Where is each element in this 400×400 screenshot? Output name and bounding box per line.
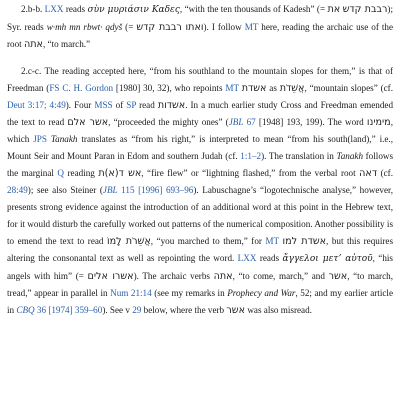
body-text: here, reading the archaic use of the root — [7, 22, 394, 49]
body-text: [1980] 30, 32), who repoints — [113, 83, 226, 93]
textual-note-2c — [7, 63, 393, 319]
reference-link[interactable]: LXX — [44, 4, 64, 14]
body-text: . In a much earlier study Cross and Freedman emended the text to read — [7, 100, 394, 127]
body-text: , “with the ten thousands of Kadesh” (= — [179, 4, 328, 14]
italic-text: Prophecy and War — [227, 288, 296, 298]
hebrew-text: אתה — [213, 271, 233, 282]
body-text: , “you marched to them,” for — [150, 236, 266, 246]
reference-link[interactable]: SP — [126, 100, 137, 110]
body-text: 2.b-b. — [21, 4, 45, 14]
journal-link[interactable]: CBQ — [16, 305, 35, 315]
hebrew-text: אֲשֵׁרֹת לָמוֹ — [106, 236, 151, 247]
hebrew-text: אשדת למו — [282, 236, 327, 247]
body-text: translates as “from his right,” is interpreted to mean “from his south(land),” i.e., Mount Seir and Mount Paran in Edom and southern Judah (cf. — [7, 134, 393, 161]
body-text: reads — [63, 4, 88, 14]
reference-link[interactable]: JPS — [33, 134, 47, 144]
body-text: , “his angels with him” (= — [7, 253, 393, 281]
hebrew-text: אתה — [23, 39, 43, 50]
hebrew-text: אשר — [328, 271, 348, 282]
body-text: , 52; and my earlier article in — [7, 288, 394, 315]
hebrew-text: מימינו — [366, 117, 391, 128]
hebrew-text: דאה — [359, 168, 378, 179]
reference-link[interactable]: MT — [244, 22, 259, 32]
body-text: ); see also Steiner ( — [27, 185, 103, 195]
body-text: ). Labuschagne’s “logotechnische analyse,” however, presents strong evidence against the introduction of an additional word at this point in the Hebrew text, for it would disturb the carefully worked out patterns of the numerical composition. Another possibility is to emend the text to read — [7, 185, 393, 246]
hebrew-text: אשר אלם — [67, 117, 109, 128]
body-text: follows the marginal — [7, 151, 394, 178]
body-text: , but this requires altering the consonantal text as well as repointing the word. — [7, 236, 394, 263]
reference-link[interactable]: 67 — [243, 117, 256, 127]
body-text: (cf. — [377, 168, 393, 178]
reference-link[interactable]: 115 [1996] 693–96 — [117, 185, 194, 195]
hebrew-text: ואתו רבבת קדש — [136, 22, 204, 33]
textual-note-2b — [7, 1, 393, 53]
body-text: ). Four — [65, 100, 95, 110]
body-text: (see my remarks in — [151, 288, 228, 298]
reference-link[interactable]: Num 21:14 — [110, 288, 152, 298]
italic-text: Tanakh — [336, 151, 364, 161]
body-text: reading — [64, 168, 99, 178]
journal-link[interactable]: JBL — [228, 117, 244, 127]
hebrew-text: רבבת קדש — [342, 4, 388, 15]
body-text: [1948] 193, 199). The word — [255, 117, 367, 127]
body-text: ). I follow — [203, 22, 245, 32]
body-text: ); Syr. reads — [7, 4, 393, 32]
body-text: reads — [256, 253, 283, 263]
body-text: , which — [7, 117, 393, 144]
hebrew-text: אֲשֵׁדֹת — [279, 83, 305, 94]
hebrew-text: אשדות — [157, 100, 186, 111]
reference-link[interactable]: 28:49 — [7, 185, 28, 195]
body-text: as — [266, 83, 280, 93]
italic-text: Tanakh — [50, 134, 78, 144]
reference-link[interactable]: 1:1–2 — [240, 151, 262, 161]
reference-link[interactable]: LXX — [237, 253, 257, 263]
body-text: (= — [122, 22, 137, 32]
body-text: 2.c-c. The reading accepted here, “from his southland to the mountain slopes for them,” is that of Freedman ( — [7, 66, 393, 93]
reference-link[interactable]: MT — [265, 236, 279, 246]
body-text: ). The archaic verbs — [133, 271, 214, 281]
hebrew-text: אשרו אלים — [87, 271, 134, 282]
reference-link[interactable]: 36 [1974] 359–60 — [34, 305, 103, 315]
reference-link[interactable]: FS C. H. Gordon — [49, 83, 114, 93]
greek-text: σὺν μυριάσιν Καδες — [87, 5, 180, 15]
reference-link[interactable]: Deut 3:17; 4:49 — [7, 100, 66, 110]
body-text: was also misread. — [245, 305, 312, 315]
reference-link[interactable]: MSS — [94, 100, 113, 110]
hebrew-text: אשר — [226, 305, 246, 316]
body-text: , “fire flew” or “lightning flashed,” from the verbal root — [141, 168, 360, 178]
body-text: read — [136, 100, 158, 110]
body-text: ). The translation in — [261, 151, 337, 161]
italic-text: w·mh mn rbwt· qdyš — [46, 22, 123, 32]
reference-link[interactable]: Q — [57, 168, 64, 178]
body-text: , “to march, tread,” appear in parallel in — [7, 271, 393, 298]
hebrew-text: את — [327, 4, 341, 15]
body-text: below, where the verb — [141, 305, 227, 315]
hebrew-text: אשדת — [241, 83, 267, 94]
body-text: , “mountain slopes” (cf. — [304, 83, 394, 93]
reference-link[interactable]: MT — [225, 83, 239, 93]
body-text: , “proceeded the mighty ones” ( — [108, 117, 229, 127]
body-text: ). See v — [102, 305, 133, 315]
journal-link[interactable]: JBL — [102, 185, 118, 195]
greek-text: ἄγγελοι μετʼ αὐτοῦ — [282, 254, 373, 264]
body-text: , “to march.” — [42, 39, 91, 49]
body-text: of — [112, 100, 127, 110]
reference-link[interactable]: 29 — [132, 305, 142, 315]
body-text: , “to come, march,” and — [232, 271, 329, 281]
hebrew-text: אש ד(א)ת — [98, 168, 142, 179]
